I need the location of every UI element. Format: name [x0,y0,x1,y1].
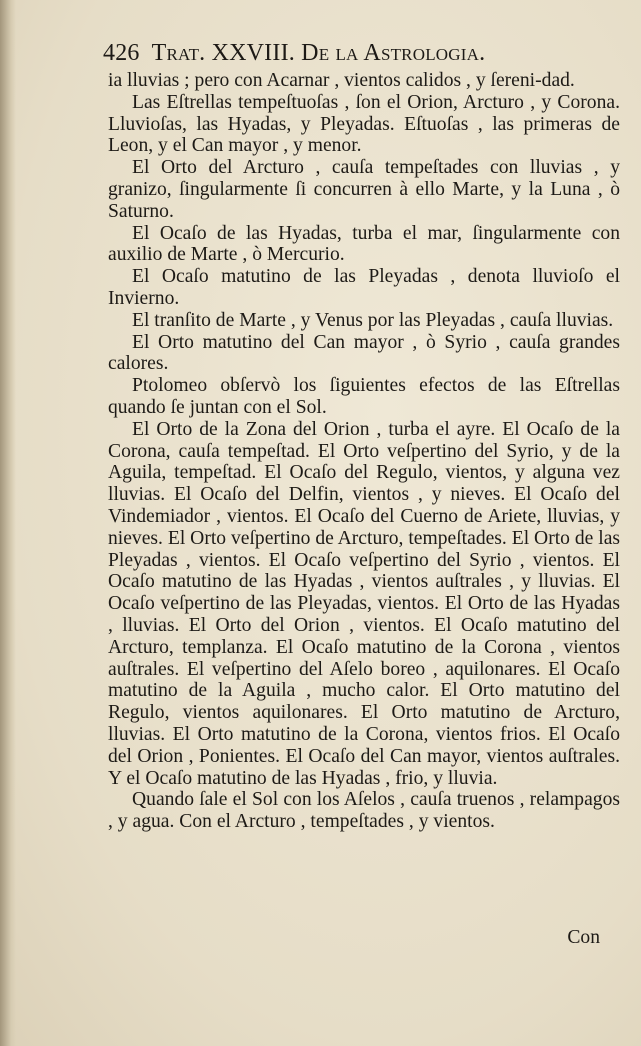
catchword: Con [567,927,600,948]
paragraph: El Ocaſo de las Hyadas, turba el mar, ſingularmente con auxilio de Marte , ò Mercurio. [108,222,620,266]
paragraph: El Ocaſo matutino de las Pleyadas , denota lluvioſo el Invierno. [108,266,620,309]
paragraph: Quando ſale el Sol con los Aſelos , cauſa truenos , relampagos , y agua. Con el Arcturo , tempeſtades , y vientos. [108,789,620,833]
binding-gutter [0,0,16,1046]
paragraph: El Orto del Arcturo , cauſa tempeſtades con lluvias , y granizo, ſingularmente ſi concurren à ello Marte, y la Luna , ò Saturno. [108,157,620,222]
paragraph: Las Eſtrellas tempeſtuoſas , ſon el Orion, Arcturo , y Corona. Lluvioſas, las Hyadas, y Pleyadas. Eſtuoſas , las primeras de Leon, y el Can mayor , y menor. [108,91,620,157]
running-header [103,40,623,74]
paragraph: El Orto matutino del Can mayor , ò Syrio , cauſa grandes calores. [108,331,620,375]
paragraph: El tranſito de Marte , y Venus por las Pleyadas , cauſa lluvias. [132,309,614,331]
paragraph: ia lluvias ; pero con Acarnar , vientos calidos , y ſereni-dad. [108,70,575,91]
body-text [108,70,620,833]
running-title: Trat. XXVIII. De la Astrologia. [151,40,486,66]
paragraph: Ptolomeo obſervò los ſiguientes efectos de las Eſtrellas quando ſe juntan con el Sol. [108,375,620,418]
page-number: 426 [103,40,140,66]
paragraph: El Orto de la Zona del Orion , turba el ayre. El Ocaſo de la Corona, cauſa tempeſtad. El Orto veſpertino del Syrio, y de la Aguila, tempeſtad. El Ocaſo del Regulo, vientos, y alguna vez lluvias. El Ocaſo del Delfin, vientos , y nieves. El Ocaſo del Vindemiador , vientos. El Ocaſo del Cuerno de Ariete, lluvias, y nieves. El Orto veſpertino de Arcturo, tempeſtades. El Orto de las Pleyadas , vientos. El Ocaſo veſpertino del Syrio , vientos. El Ocaſo matutino de las Hyadas , vientos auſtrales , y lluvias. El Ocaſo veſpertino de las Pleyadas, vientos. El Orto de las Hyadas , lluvias. El Orto del Orion , vientos. El Ocaſo matutino del Arcturo, templanza. El Ocaſo matutino de la Corona , vientos auſtrales. El veſpertino del Aſelo boreo , aquilonares. El Ocaſo matutino de la Aguila , mucho calor. El Orto matutino del Regulo, vientos aquilonares. El Orto matutino de Arcturo, lluvias. El Orto matutino de la Corona, vientos frios. El Ocaſo del Orion , Ponientes. El Ocaſo del Can mayor, vientos auſtrales. Y el Ocaſo matutino de las Hyadas , frio, y lluvia. [108,418,621,789]
